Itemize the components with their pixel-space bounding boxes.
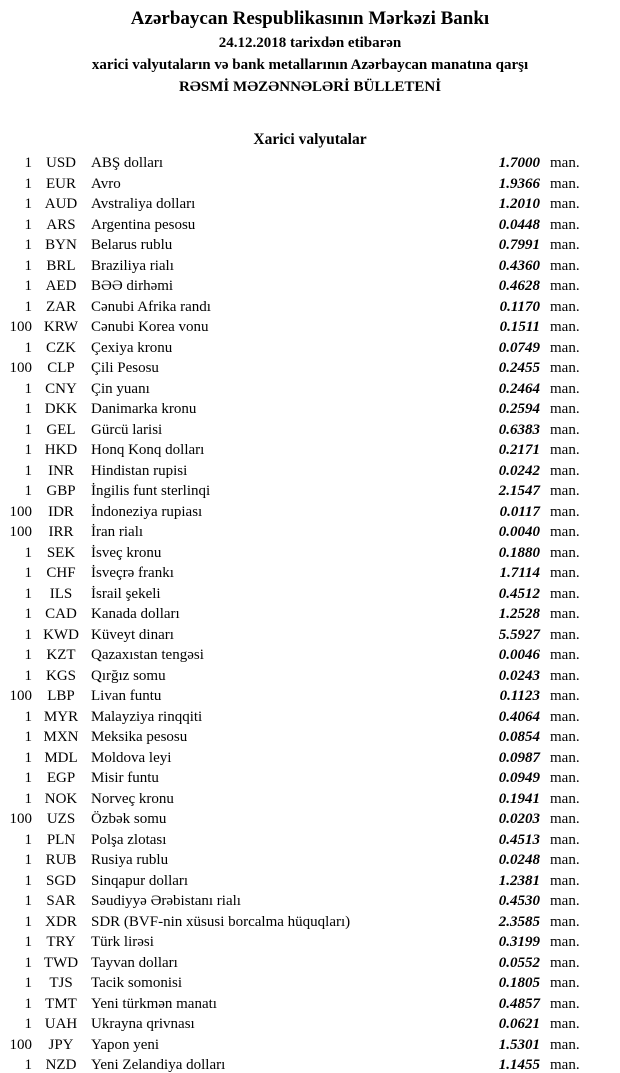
currency-rate: 0.0949 [498,770,540,786]
currency-rate: 0.7991 [498,237,540,253]
currency-row [0,543,620,564]
currency-name: İran rialı [91,524,144,540]
currency-rate: 0.4513 [498,831,540,848]
currency-code: INR [48,462,74,479]
currency-code: IRR [48,524,74,540]
rate-unit: man. [550,811,580,827]
currency-row [0,358,620,379]
currency-row [0,686,620,707]
currency-name: Polşa zlotası [91,831,167,848]
currency-row [0,973,620,994]
currency-name: İsveç kronu [91,544,162,561]
rate-unit: man. [550,708,580,725]
currency-rate: 2.3585 [498,913,540,930]
currency-row [0,338,620,359]
currency-rate: 0.1123 [499,688,540,704]
currency-name: Livan funtu [91,688,162,704]
currency-name: Tacik somonisi [91,975,183,991]
currency-row [0,604,620,625]
currency-rate: 0.4360 [498,257,540,274]
currency-quantity: 1 [24,1057,32,1073]
currency-quantity: 100 [9,524,32,540]
rate-unit: man. [550,155,580,171]
currency-name: Hindistan rupisi [91,462,188,479]
currency-code: TWD [43,954,79,971]
currency-row [0,420,620,441]
currency-code: MDL [44,749,78,766]
currency-quantity: 1 [24,483,32,499]
currency-quantity: 100 [9,811,32,827]
currency-quantity: 100 [9,688,32,704]
rate-unit: man. [550,688,580,704]
currency-quantity: 1 [24,995,32,1012]
currency-rate: 0.0987 [498,749,540,766]
rate-unit: man. [550,913,580,930]
currency-row [0,379,620,400]
currency-rate: 0.0046 [498,647,540,663]
currency-name: İsrail şekeli [91,585,161,602]
currency-rate: 0.1511 [499,319,540,335]
currency-code: JPY [48,1036,74,1053]
rate-unit: man. [550,503,580,520]
rate-unit: man. [550,585,580,602]
currency-code: BRL [46,257,76,274]
currency-quantity: 1 [24,155,32,171]
currency-quantity: 1 [24,708,32,725]
rate-unit: man. [550,626,580,643]
currency-rate: 0.4512 [498,585,540,602]
currency-code: KWD [43,626,79,643]
currency-quantity: 1 [24,831,32,848]
currency-row [0,194,620,215]
currency-code: NOK [44,790,78,807]
currency-quantity: 1 [24,462,32,479]
currency-rate: 0.2464 [498,380,540,397]
currency-name: Özbək somu [91,811,167,827]
currency-row [0,481,620,502]
rate-unit: man. [550,237,580,253]
currency-code: ZAR [46,298,76,315]
currency-rates-table [0,153,620,1073]
bulletin-title-line: RƏSMİ MƏZƏNNƏLƏRİ BÜLLETENİ [178,79,442,95]
rate-unit: man. [550,421,580,438]
currency-row [0,912,620,933]
currency-name: Misir funtu [91,770,159,786]
currency-rate: 0.0248 [498,852,540,868]
currency-name: Kanada dolları [91,606,180,622]
currency-name: Gürcü larisi [91,421,163,438]
rate-unit: man. [550,975,580,991]
currency-quantity: 1 [24,729,32,745]
currency-name: Tayvan dolları [91,954,178,971]
currency-name: Rusiya rublu [91,852,169,868]
currency-code: ARS [46,216,76,233]
currency-quantity: 1 [24,544,32,561]
currency-code: SEK [46,544,76,561]
rate-unit: man. [550,995,580,1012]
rate-unit: man. [550,831,580,848]
currency-row [0,666,620,687]
currency-code: TJS [49,975,73,991]
currency-row [0,461,620,482]
currency-quantity: 1 [24,954,32,971]
currency-row [0,748,620,769]
currency-quantity: 1 [24,852,32,868]
currency-row [0,953,620,974]
currency-code: IDR [48,503,74,520]
currency-row [0,727,620,748]
currency-row [0,297,620,318]
currency-code: TRY [46,934,76,950]
document-header [0,0,620,98]
currency-rate: 1.1455 [498,1057,540,1073]
currency-row [0,768,620,789]
currency-code: TMT [45,995,77,1012]
currency-rate: 0.4857 [498,995,540,1012]
currency-quantity: 1 [24,421,32,438]
currency-quantity: 1 [24,565,32,581]
currency-code: USD [45,155,76,171]
currency-name: BƏƏ dirhəmi [91,278,174,294]
currency-row [0,1035,620,1056]
rate-unit: man. [550,852,580,868]
currency-quantity: 1 [24,585,32,602]
currency-quantity: 100 [9,319,32,335]
currency-rate: 5.5927 [498,626,540,643]
currency-row [0,317,620,338]
currency-name: Meksika pesosu [91,729,188,745]
currency-row [0,871,620,892]
currency-code: EUR [46,175,76,192]
currency-name: Norveç kronu [91,790,174,807]
currency-rate: 0.0854 [498,729,540,745]
rate-unit: man. [550,954,580,971]
currency-quantity: 1 [24,339,32,356]
currency-rate: 0.1941 [498,790,540,807]
currency-row [0,563,620,584]
currency-quantity: 1 [24,380,32,397]
currency-row [0,850,620,871]
currency-name: Danimarka kronu [91,401,197,417]
currency-rate: 1.9366 [498,175,540,192]
currency-rate: 0.4628 [498,278,540,294]
currency-name: ABŞ dolları [91,155,164,171]
currency-row [0,522,620,543]
currency-name: İngilis funt sterlinqi [91,483,211,499]
currency-quantity: 1 [24,257,32,274]
currency-code: CHF [46,565,76,581]
currency-row [0,1014,620,1035]
currency-quantity: 1 [24,442,32,458]
currency-code: DKK [44,401,78,417]
currency-rate: 0.0040 [498,524,540,540]
currency-rate: 0.4530 [498,893,540,909]
currency-row [0,932,620,953]
currency-name: Malayziya rinqqiti [91,708,203,725]
currency-code: SGD [45,872,76,889]
currency-row [0,276,620,297]
rate-unit: man. [550,934,580,950]
currency-code: UZS [46,811,76,827]
currency-row [0,994,620,1015]
currency-code: BYN [45,237,77,253]
currency-row [0,891,620,912]
currency-code: GBP [46,483,76,499]
currency-row [0,1055,620,1073]
currency-rate: 1.2010 [498,196,540,212]
rate-unit: man. [550,360,580,376]
currency-rate: 0.1805 [498,975,540,991]
currency-row [0,584,620,605]
currency-quantity: 100 [9,360,32,376]
rate-unit: man. [550,647,580,663]
currency-quantity: 100 [9,503,32,520]
currency-code: NZD [45,1057,77,1073]
currency-rate: 0.0552 [498,954,540,971]
currency-quantity: 1 [24,216,32,233]
currency-row [0,830,620,851]
currency-rate: 1.7114 [499,565,540,581]
currency-code: GEL [46,421,76,438]
currency-name: Küveyt dinarı [91,626,174,643]
currency-name: Sinqapur dolları [91,872,189,889]
currency-code: HKD [44,442,78,458]
rate-unit: man. [550,667,580,684]
currency-name: Qırğız somu [91,667,166,684]
currency-rate: 0.0448 [498,216,540,233]
currency-name: Braziliya rialı [91,257,174,274]
currency-code: MXN [43,729,79,745]
rate-unit: man. [550,1016,580,1032]
currency-rate: 0.2594 [498,401,540,417]
currency-code: LBP [47,688,75,704]
currency-row [0,235,620,256]
currency-quantity: 1 [24,196,32,212]
currency-row [0,399,620,420]
currency-code: MYR [43,708,79,725]
currency-name: Avstraliya dolları [91,196,196,212]
currency-code: EGP [46,770,76,786]
currency-quantity: 1 [24,1016,32,1032]
currency-name: Belarus rublu [91,237,173,253]
currency-name: İndoneziya rupiası [91,503,203,520]
currency-rate: 0.2171 [498,442,540,458]
currency-code: UAH [44,1016,78,1032]
currency-quantity: 1 [24,770,32,786]
currency-name: SDR (BVF-nin xüsusi borcalma hüquqları) [91,913,351,930]
currency-code: KZT [46,647,76,663]
currency-name: Yeni Zelandiya dolları [91,1057,226,1073]
currency-code: PLN [46,831,76,848]
currency-rate: 0.3199 [498,934,540,950]
currency-rate: 1.2528 [498,606,540,622]
currency-quantity: 1 [24,401,32,417]
rate-unit: man. [550,770,580,786]
currency-rate: 0.0203 [498,811,540,827]
currency-name: Qazaxıstan tengəsi [91,647,204,663]
currency-rate: 0.1880 [498,544,540,561]
currency-rate: 2.1547 [498,483,540,499]
currency-name: İsveçrə frankı [91,565,174,581]
effective-date-line: 24.12.2018 tarixdən etibarən [218,35,402,51]
rate-unit: man. [550,524,580,540]
currency-name: Moldova leyi [91,749,172,766]
currency-code: CNY [45,380,77,397]
currency-row [0,215,620,236]
rate-unit: man. [550,339,580,356]
currency-name: Avro [91,175,121,192]
currency-row [0,645,620,666]
currency-row [0,174,620,195]
rate-unit: man. [550,790,580,807]
currency-row [0,440,620,461]
currency-rate: 0.0117 [499,503,540,520]
currency-name: Argentina pesosu [91,216,196,233]
currency-name: Çili Pesosu [91,360,159,376]
currency-name: Honq Konq dolları [91,442,205,458]
currency-rate: 0.2455 [498,360,540,376]
rate-unit: man. [550,380,580,397]
rate-unit: man. [550,483,580,499]
currency-rate: 1.7000 [498,155,540,171]
currency-code: KGS [45,667,76,684]
rate-unit: man. [550,1057,580,1073]
currency-rate: 0.6383 [498,421,540,438]
currency-quantity: 1 [24,749,32,766]
currency-row [0,625,620,646]
currency-code: ILS [49,585,73,602]
currency-name: Ukrayna qrivnası [91,1016,195,1032]
rate-unit: man. [550,544,580,561]
currency-rate: 0.0243 [498,667,540,684]
currency-name: Yapon yeni [91,1036,160,1053]
currency-quantity: 1 [24,606,32,622]
currency-quantity: 1 [24,913,32,930]
currency-name: Səudiyyə Ərəbistanı rialı [91,893,241,909]
rate-unit: man. [550,278,580,294]
currency-code: CZK [46,339,76,356]
rate-unit: man. [550,565,580,581]
currency-name: Cənubi Afrika randı [91,298,211,315]
currency-row [0,153,620,174]
currency-code: SAR [46,893,76,909]
currency-code: KRW [43,319,79,335]
rate-unit: man. [550,401,580,417]
currency-quantity: 1 [24,647,32,663]
currency-row [0,256,620,277]
currency-rate: 0.1170 [499,298,540,315]
currency-rate: 0.0621 [498,1016,540,1032]
rate-unit: man. [550,196,580,212]
currency-name: Çin yuanı [91,380,150,397]
currency-quantity: 1 [24,298,32,315]
currency-name: Yeni türkmən manatı [91,995,217,1012]
currency-name: Cənubi Korea vonu [91,319,209,335]
currency-code: AED [45,278,77,294]
currency-quantity: 1 [24,934,32,950]
currency-rate: 0.4064 [498,708,540,725]
currency-quantity: 1 [24,872,32,889]
currency-rate: 1.2381 [498,872,540,889]
rate-unit: man. [550,749,580,766]
currency-quantity: 1 [24,893,32,909]
currency-quantity: 1 [24,278,32,294]
rate-unit: man. [550,729,580,745]
currency-code: XDR [45,913,77,930]
subject-line: xarici valyutaların və bank metallarının Azərbaycan manatına qarşı [91,57,529,73]
currency-quantity: 1 [24,626,32,643]
currency-quantity: 1 [24,790,32,807]
rate-unit: man. [550,319,580,335]
currency-quantity: 1 [24,175,32,192]
currency-row [0,789,620,810]
currency-code: CAD [45,606,77,622]
currency-rate: 1.5301 [498,1036,540,1053]
currency-row [0,707,620,728]
currency-name: Çexiya kronu [91,339,173,356]
currency-code: RUB [45,852,77,868]
rate-unit: man. [550,872,580,889]
section-title-foreign-currencies: Xarici valyutalar [253,131,367,148]
rate-unit: man. [550,1036,580,1053]
rate-unit: man. [550,893,580,909]
currency-rate: 0.0242 [498,462,540,479]
rate-unit: man. [550,606,580,622]
rate-unit: man. [550,298,580,315]
currency-code: AUD [44,196,78,212]
rate-unit: man. [550,257,580,274]
currency-code: CLP [47,360,75,376]
rate-unit: man. [550,442,580,458]
currency-row [0,502,620,523]
currency-quantity: 1 [24,667,32,684]
bank-title: Azərbaycan Respublikasının Mərkəzi Bankı [130,8,490,29]
rate-unit: man. [550,216,580,233]
currency-rate: 0.0749 [498,339,540,356]
rate-unit: man. [550,462,580,479]
currency-quantity: 1 [24,237,32,253]
currency-name: Türk lirəsi [91,934,154,950]
currency-quantity: 100 [9,1036,32,1053]
rate-unit: man. [550,175,580,192]
currency-row [0,809,620,830]
currency-quantity: 1 [24,975,32,991]
